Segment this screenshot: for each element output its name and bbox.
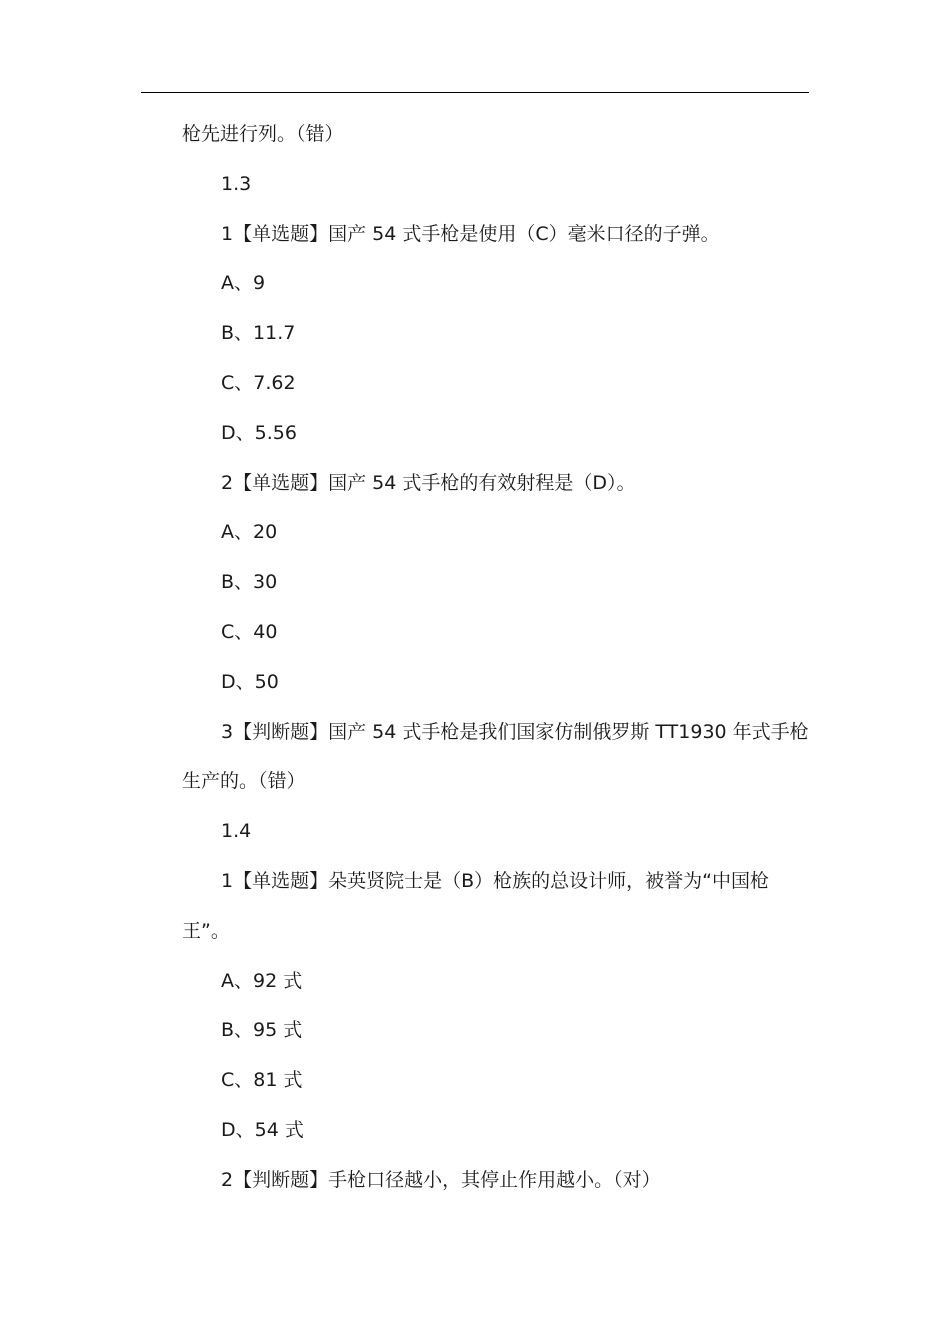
option: B、11.7 [221,322,296,345]
text-line: 枪先进行列。（错） [182,123,344,145]
question: 2【判断题】手枪口径越小，其停止作用越小。（对） [221,1168,661,1191]
option: C、40 [221,620,278,643]
question-continuation: 生产的。（错） [182,770,306,793]
question: 3【判断题】国产 54 式手枪是我们国家仿制俄罗斯 TT1930 年式手枪 [221,720,809,743]
question-continuation: 王”。 [182,919,230,942]
option: D、54 式 [221,1118,304,1141]
option: B、95 式 [221,1019,303,1042]
question: 1【单选题】朵英贤院士是（B）枪族的总设计师，被誉为“中国枪 [221,869,769,892]
option: B、30 [221,571,278,594]
question: 1【单选题】国产 54 式手枪是使用（C）毫米口径的子弹。 [221,222,720,245]
option: D、5.56 [221,421,297,444]
option: A、20 [221,521,278,544]
question: 2【单选题】国产 54 式手枪的有效射程是（D）。 [221,471,636,494]
section-number: 1.3 [221,172,252,195]
section-number: 1.4 [221,820,252,843]
document-body [182,110,809,1206]
header-rule [141,92,809,93]
option: C、81 式 [221,1069,303,1092]
option: D、50 [221,670,279,693]
option: A、9 [221,272,266,295]
option: A、92 式 [221,969,303,992]
option: C、7.62 [221,371,296,394]
